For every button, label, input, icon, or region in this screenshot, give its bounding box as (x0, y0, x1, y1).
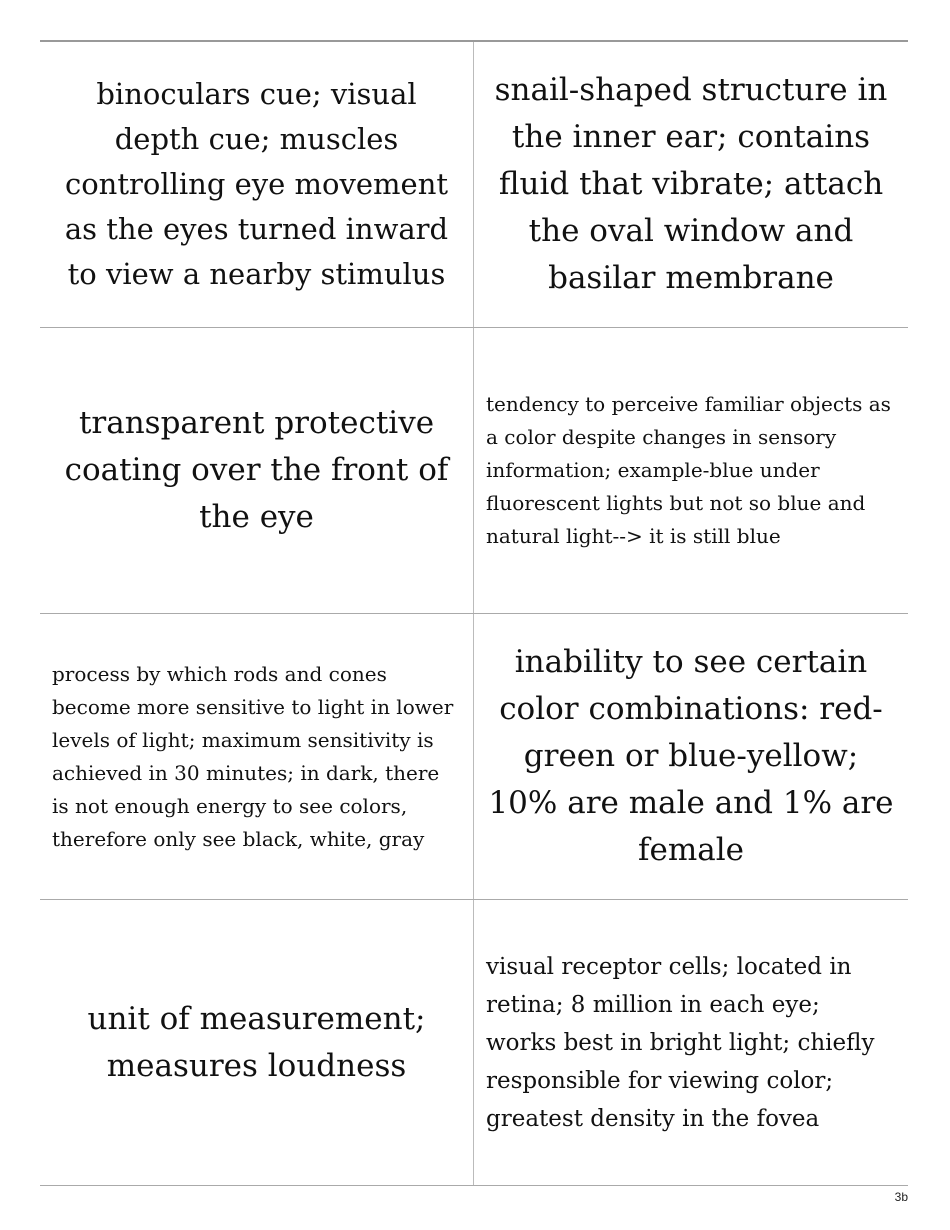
card-text: visual receptor cells; located in retina; 8 million in each eye; works best in bright light; chiefly responsible for viewing color; greatest density in the fovea (486, 953, 875, 1132)
flashcard-grid (40, 40, 908, 1186)
card-text: inability to see certain color combinations: red-green or blue-yellow; 10% are male and 1% are female (488, 644, 894, 868)
card-text: unit of measurement; measures loudness (87, 1000, 426, 1084)
flashcard (474, 900, 908, 1185)
flashcard (474, 614, 908, 899)
card-text: process by which rods and cones become more sensitive to light in lower levels of light; maximum sensitivity is achieved in 30 minutes; in dark, there is not enough energy to see colors, therefore only see black, white, gray (52, 661, 454, 851)
flashcard (474, 328, 908, 613)
flashcard (40, 42, 474, 327)
card-text: transparent protective coating over the front of the eye (64, 405, 449, 535)
card-row (40, 614, 908, 900)
page-number: 3b (894, 1190, 908, 1204)
card-row (40, 328, 908, 614)
card-text: snail-shaped structure in the inner ear; contains fluid that vibrate; attach the oval window and basilar membrane (494, 72, 888, 296)
card-row (40, 42, 908, 328)
flashcard (474, 42, 908, 327)
flashcard (40, 900, 474, 1185)
card-row (40, 900, 908, 1186)
card-text: tendency to perceive familiar objects as a color despite changes in sensory information; example-blue under fluorescent lights but not so blue and natural light--> it is still blue (486, 392, 891, 548)
card-text: binoculars cue; visual depth cue; muscles controlling eye movement as the eyes turned inward to view a nearby stimulus (64, 77, 449, 291)
flashcard (40, 328, 474, 613)
flashcard (40, 614, 474, 899)
